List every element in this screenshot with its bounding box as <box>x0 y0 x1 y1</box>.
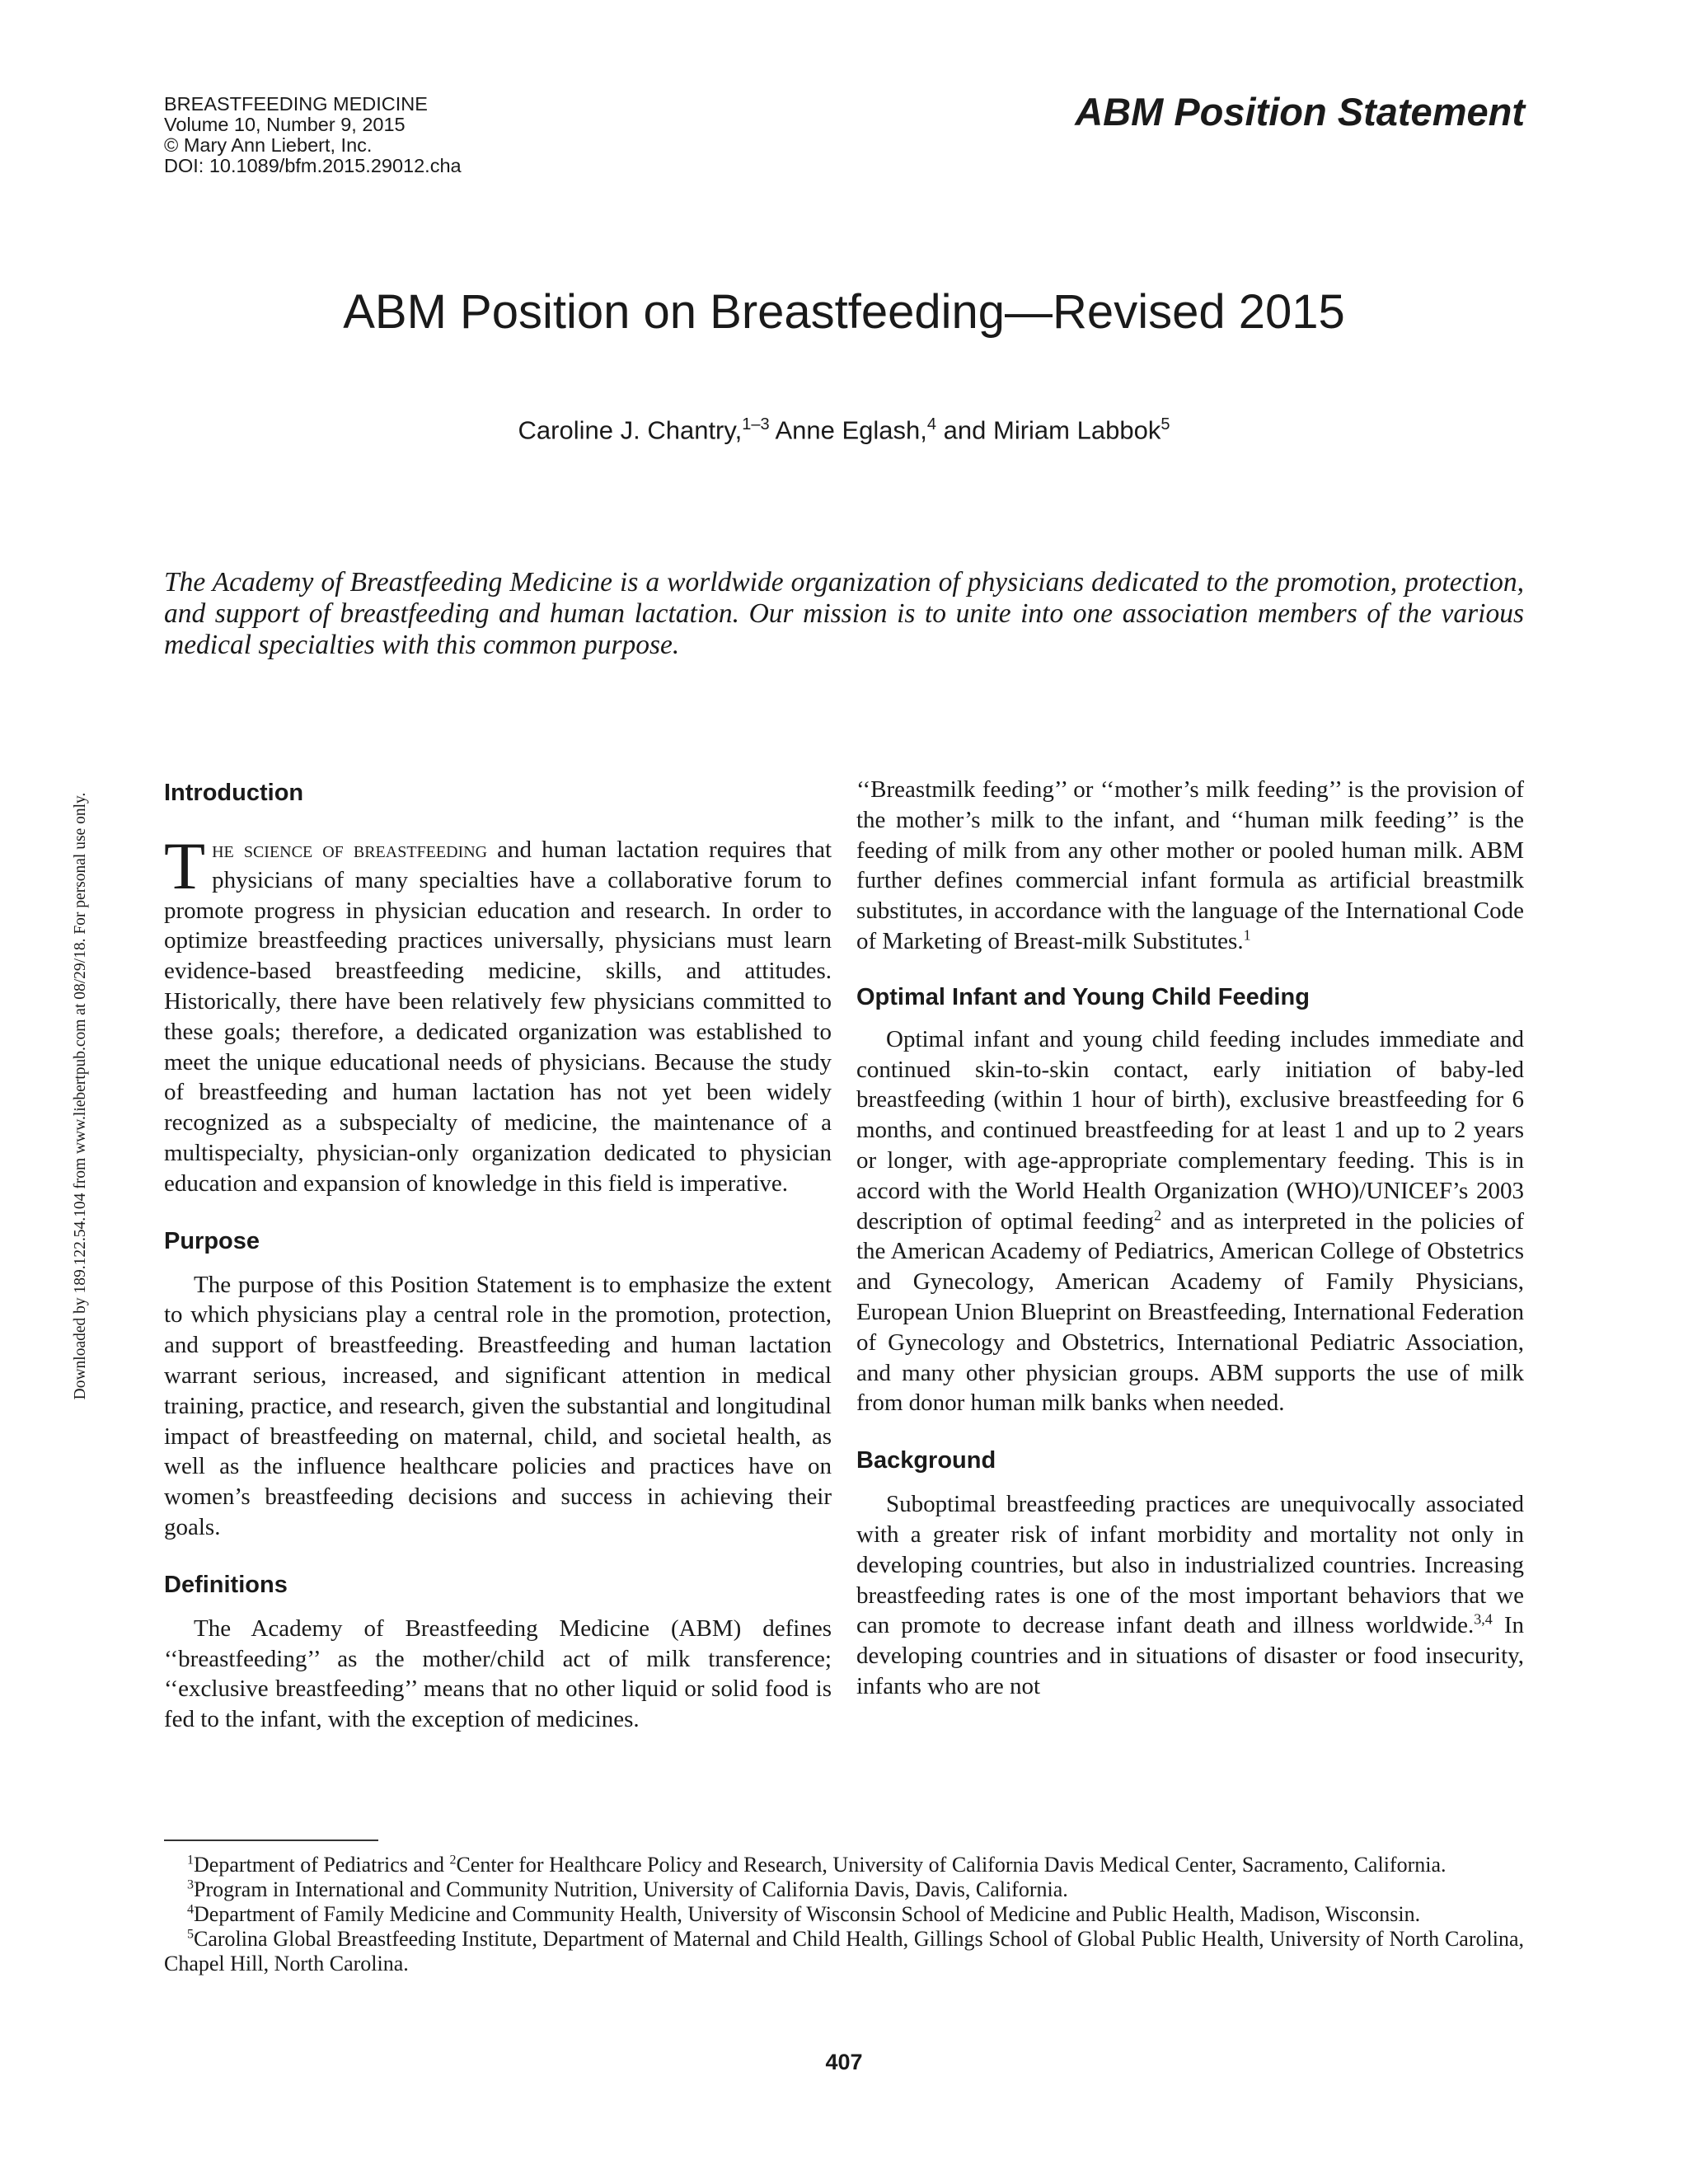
left-column <box>164 775 832 1735</box>
authors-conjunction: and <box>943 415 987 445</box>
definitions-continued-paragraph <box>856 775 1524 957</box>
journal-volume: Volume 10, Number 9, 2015 <box>164 114 406 135</box>
section-heading-optimal-feeding: Optimal Infant and Young Child Feeding <box>856 983 1310 1010</box>
footnote-sup: 2 <box>449 1853 457 1868</box>
publisher: © Mary Ann Liebert, Inc. <box>164 134 373 156</box>
drop-cap: T <box>164 828 206 903</box>
background-paragraph <box>856 1489 1524 1702</box>
footnote-text: Department of Family Medicine and Community Health, University of Wisconsin School of Medicine and Public Health, Madison, Wisconsin. <box>194 1902 1421 1926</box>
optimal-text-a: Optimal infant and young child feeding includes immediate and continued skin-to-skin contact, early initiation of baby-led breastfeeding (within 1 hour of birth), exclusive breastfeeding for 6 months, and continued breastfeeding for at least 1 and up to 2 years or longer, with age-appropriate complementary feeding. This is in accord with the World Health Organization (WHO)/UNICEF’s 2003 description of optimal feeding <box>856 1025 1524 1235</box>
author-affiliation-sup: 5 <box>1160 415 1170 434</box>
affiliation-footnotes <box>164 1853 1524 1976</box>
citation-sup: 3,4 <box>1474 1610 1493 1628</box>
author-affiliation-sup: 1–3 <box>742 415 770 434</box>
section-heading-introduction: Introduction <box>164 780 304 806</box>
introduction-text: and human lactation requires that physicians of many specialties have a collaborative forum to promote progress in physician education and research. In order to optimize breastfeeding practices universally, physicians must learn evidence-based breastfeeding medicine, skills, and attitudes. Historically, there have been relatively few physicians committed to these goals; therefore, a dedicated organization was established to meet the unique educational needs of physicians. Because the study of breastfeeding and human lactation has not yet been widely recognized as a subspecialty of medicine, the maintenance of a multispecialty, physician-only organization dedicated to physician education and expansion of knowledge in this field is imperative. <box>164 837 832 1197</box>
purpose-paragraph: The purpose of this Position Statement is to emphasize the extent to which physicians play a central role in the promotion, protection, and support of breastfeeding. Breastfeeding and human lactation warrant serious, increased, and significant attention in medical training, practice, and research, given the substantial and longitudinal impact of breastfeeding on maternal, child, and societal health, as well as the influence healthcare policies and practices have on women’s breastfeeding decisions and success in achieving their goals. <box>164 1271 832 1540</box>
download-note: Downloaded by 189.122.54.104 from www.liebertpub.com at 08/29/18. For personal use only. <box>72 792 89 1400</box>
mission-statement: The Academy of Breastfeeding Medicine is a worldwide organization of physicians dedicated to the promotion, protection, and support of breastfeeding and human lactation. Our mission is to unite into one association members of the various medical specialties with this common purpose. <box>164 567 1524 660</box>
smallcaps-lead: he science of breastfeeding <box>212 837 488 863</box>
doi[interactable]: DOI: 10.1089/bfm.2015.29012.cha <box>164 155 462 176</box>
author-affiliation-sup: 4 <box>926 415 937 434</box>
footnote-sup: 5 <box>187 1927 194 1942</box>
footnote-item <box>164 1902 1524 1927</box>
footnote-item <box>164 1877 1524 1902</box>
optimal-text-b: and as interpreted in the policies of the American Academy of Pediatrics, American College of Obstetrics and Gynecology, American Academy of Family Physicians, European Union Blueprint on Breastfeeding, International Federation of Gynecology and Obstetrics, International Pediatric Association, and many other physician groups. ABM supports the use of milk from donor human milk banks when needed. <box>856 1207 1524 1417</box>
background-text-a: Suboptimal breastfeeding practices are unequivocally associated with a greater risk of infant morbidity and mortality not only in developing countries, but also in industrialized countries. Increasing breastfeeding rates is one of the most important behaviors that we can promote to decrease infant death and illness worldwide. <box>856 1491 1524 1639</box>
definitions-continued-text: ‘‘Breastmilk feeding’’ or ‘‘mother’s milk feeding’’ is the provision of the mother’s milk to the infant, and ‘‘human milk feeding’’ is the feeding of milk from any other mother or pooled human milk. ABM further defines commercial infant formula as artificial breastmilk substitutes, in accordance with the language of the International Code of Marketing of Breast-milk Substitutes. <box>856 776 1524 954</box>
journal-meta <box>164 94 462 176</box>
footnote-text: Carolina Global Breastfeeding Institute, Department of Maternal and Child Health, Gillings School of Global Public Health, University of North Carolina, Chapel Hill, North Carolina. <box>164 1927 1524 1975</box>
footnote-text: Program in International and Community Nutrition, University of California Davis, Davis, California. <box>194 1877 1068 1901</box>
introduction-paragraph <box>164 828 832 1199</box>
citation-sup: 2 <box>1154 1206 1162 1223</box>
article-title: ABM Position on Breastfeeding—Revised 2015 <box>343 285 1345 339</box>
author-list <box>0 415 1688 445</box>
section-heading-background: Background <box>856 1447 996 1474</box>
author-name: Miriam Labbok <box>993 415 1161 445</box>
background-text-b: In developing countries and in situations of disaster or food insecurity, infants who are not <box>856 1612 1524 1699</box>
footnote-text: Center for Healthcare Policy and Research, University of California Davis Medical Center, Sacramento, California. <box>456 1853 1447 1877</box>
author-name: Anne Eglash, <box>775 415 927 445</box>
footnote-item <box>164 1853 1524 1877</box>
footnote-text: Department of Pediatrics and <box>194 1853 450 1877</box>
journal-name: BREASTFEEDING MEDICINE <box>164 93 428 115</box>
definitions-paragraph: The Academy of Breastfeeding Medicine (ABM) defines ‘‘breastfeeding’’ as the mother/child act of milk transference; ‘‘exclusive breastfeeding’’ means that no other liquid or solid food is fed to the infant, with the exception of medicines. <box>164 1615 832 1733</box>
section-heading-purpose: Purpose <box>164 1227 260 1254</box>
right-column <box>856 775 1524 1702</box>
page-number: 407 <box>825 2050 863 2074</box>
optimal-feeding-paragraph <box>856 1024 1524 1418</box>
section-heading-definitions: Definitions <box>164 1571 288 1598</box>
footnote-sup: 3 <box>187 1877 194 1892</box>
statement-type: ABM Position Statement <box>1075 90 1525 134</box>
footnote-divider <box>164 1840 378 1841</box>
footnote-sup: 1 <box>187 1853 194 1868</box>
author-name: Caroline J. Chantry, <box>518 415 743 445</box>
footnote-sup: 4 <box>187 1902 194 1917</box>
citation-sup: 1 <box>1243 926 1251 944</box>
footnote-item <box>164 1927 1524 1976</box>
